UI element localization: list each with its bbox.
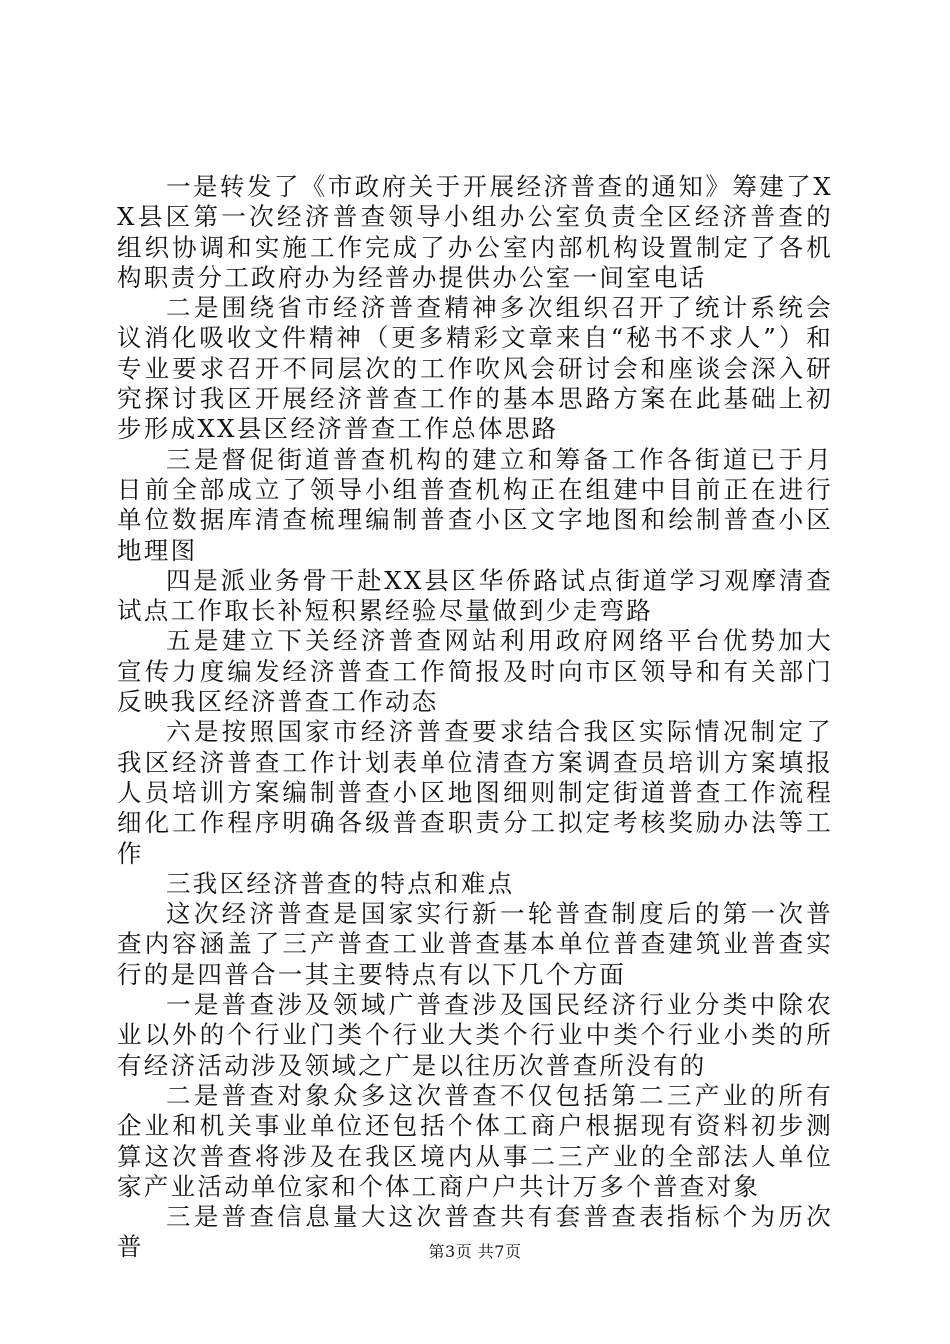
- paragraph-8: 一是普查涉及领域广普查涉及国民经济行业分类中除农业以外的个行业门类个行业大类个行业中类个行业小类的所有经济活动涉及领域之广是以往历次普查所没有的: [117, 990, 833, 1080]
- paragraph-3: 三是督促街道普查机构的建立和筹备工作各街道已于月日前全部成立了领导小组普查机构正在组建中目前正在进行单位数据库清查梳理编制普查小区文字地图和绘制普查小区地理图: [117, 444, 833, 565]
- document-body: [117, 172, 833, 1263]
- paragraph-5: 五是建立下关经济普查网站利用政府网络平台优势加大宣传力度编发经济普查工作简报及时向市区领导和有关部门反映我区经济普查工作动态: [117, 626, 833, 717]
- page-footer: 第3页 共7页: [428, 1242, 522, 1261]
- paragraph-7: 这次经济普查是国家实行新一轮普查制度后的第一次普查内容涵盖了三产普查工业普查基本单位普查建筑业普查实行的是四普合一其主要特点有以下几个方面: [117, 899, 833, 989]
- paragraph-2: 二是围绕省市经济普查精神多次组织召开了统计系统会议消化吸收文件精神（更多精彩文章来自“秘书不求人”）和专业要求召开不同层次的工作吹风会研讨会和座谈会深入研究探讨我区开展经济普查工作的基本思路方案在此基础上初步形成XX县区经济普查工作总体思路: [117, 293, 833, 444]
- paragraph-4: 四是派业务骨干赴XX县区华侨路试点街道学习观摩清查试点工作取长补短积累经验尽量做到少走弯路: [117, 565, 833, 626]
- section-heading: 三我区经济普查的特点和难点: [166, 868, 515, 898]
- paragraph-6: 六是按照国家市经济普查要求结合我区实际情况制定了我区经济普查工作计划表单位清查方案调查员培训方案填报人员培训方案编制普查小区地图细则制定街道普查工作流程细化工作程序明确各级普查职责分工拟定考核奖励办法等工作: [117, 717, 833, 868]
- paragraph-1: 一是转发了《市政府关于开展经济普查的通知》筹建了XX县区第一次经济普查领导小组办公室负责全区经济普查的组织协调和实施工作完成了办公室内部机构设置制定了各机构职责分工政府办为经普办提供办公室一间室电话: [117, 172, 833, 292]
- paragraph-9: 二是普查对象众多这次普查不仅包括第二三产业的所有企业和机关事业单位还包括个体工商户根据现有资料初步测算这次普查将涉及在我区境内从事二三产业的全部法人单位家产业活动单位家和个体工商户户共计万多个普查对象: [117, 1080, 833, 1201]
- paragraph-10: 三是普查信息量大这次普查共有套普查表指标个为历次普: [117, 1202, 833, 1262]
